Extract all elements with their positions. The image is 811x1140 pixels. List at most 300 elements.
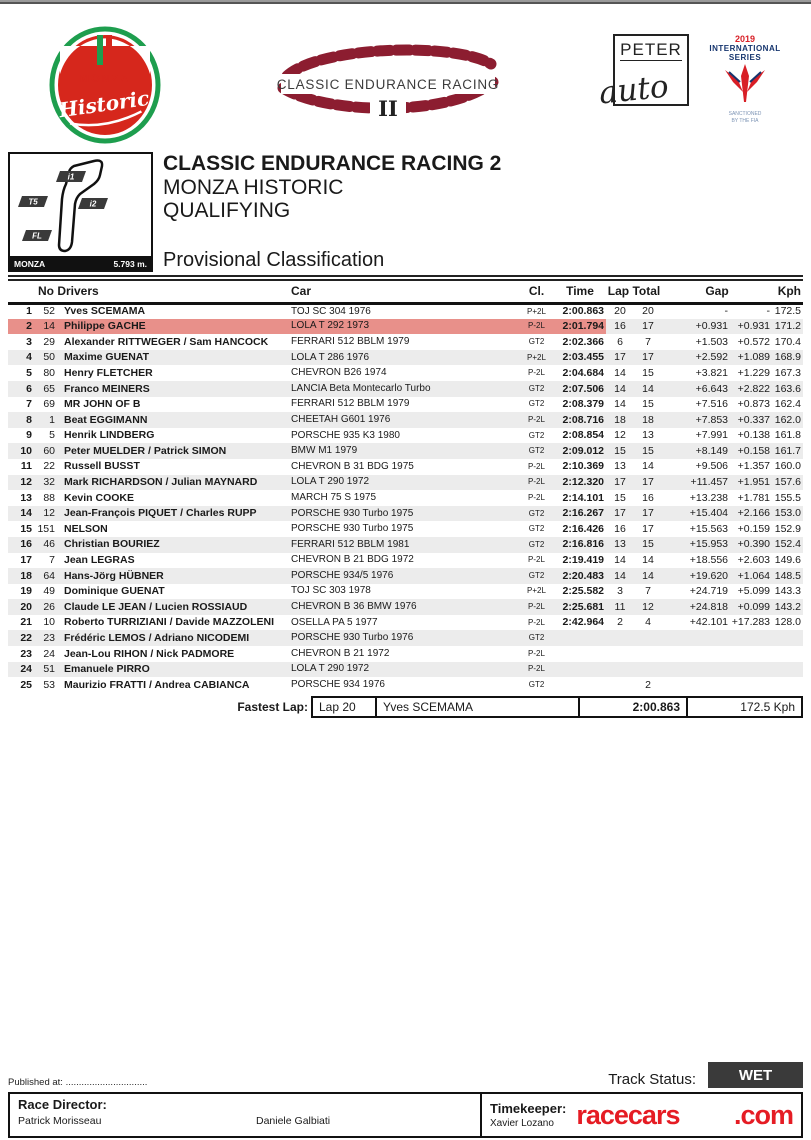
session-title: QUALIFYING xyxy=(163,199,291,223)
interval-cell: +2.822 xyxy=(730,381,772,397)
interval-cell xyxy=(730,646,772,662)
best-time-cell: 2:42.964 xyxy=(562,616,604,629)
result-row xyxy=(8,443,803,459)
gap-cell: +7.991 xyxy=(695,429,729,442)
drivers-cell: Russell BUSST xyxy=(64,460,140,473)
interval-cell: +0.337 xyxy=(730,412,772,428)
interval-cell xyxy=(730,662,772,678)
position-cell: 14 xyxy=(8,506,35,522)
gap-cell: +24.719 xyxy=(689,585,729,598)
class-cell: P-2L xyxy=(528,492,545,502)
total-laps-cell: 14 xyxy=(634,568,662,584)
speed-cell: 148.5 xyxy=(772,568,803,584)
car-number-cell: 151 xyxy=(37,522,55,535)
class-cell: P-2L xyxy=(519,412,554,428)
car-cell: CHEVRON B 36 BMW 1976 xyxy=(291,599,519,615)
peter-auto-script: auto xyxy=(597,68,671,112)
sector-label-t5: T5 xyxy=(28,197,38,207)
best-lap-cell: 15 xyxy=(606,443,634,459)
drivers-cell: Dominique GUENAT xyxy=(64,585,165,598)
car-number-cell: 52 xyxy=(43,305,55,318)
result-row xyxy=(8,490,803,506)
class-cell: GT2 xyxy=(528,336,545,346)
result-row xyxy=(8,521,803,537)
car-number-cell: 53 xyxy=(43,678,55,691)
drivers-cell: Henry FLETCHER xyxy=(64,366,153,379)
best-time-cell: 2:16.816 xyxy=(554,537,606,553)
interval-cell: +0.390 xyxy=(730,537,772,553)
car-number-cell: 24 xyxy=(43,647,55,660)
position-cell: 19 xyxy=(20,585,32,598)
best-time-cell xyxy=(554,646,606,662)
car-cell: PORSCHE 934/5 1976 xyxy=(291,568,519,584)
class-cell: P-2L xyxy=(528,648,545,658)
result-row xyxy=(8,584,803,600)
speed-cell: 162.0 xyxy=(772,412,803,428)
drivers-cell: Maxime GUENAT xyxy=(58,350,291,366)
peter-auto-logo-icon xyxy=(597,34,689,112)
car-cell: PORSCHE 934 1976 xyxy=(291,679,385,691)
class-cell: P-2L xyxy=(528,461,545,471)
car-number-cell: 65 xyxy=(35,381,58,397)
best-lap-cell: 11 xyxy=(606,599,634,615)
gap-cell: +15.563 xyxy=(689,522,729,535)
car-number-cell: 23 xyxy=(35,630,58,646)
timekeeper-name: Xavier Lozano xyxy=(490,1118,554,1129)
best-time-cell: 2:03.455 xyxy=(554,350,606,366)
speed-cell: 153.0 xyxy=(772,506,803,522)
interval-cell: - xyxy=(766,305,771,318)
best-lap-cell: 14 xyxy=(606,381,634,397)
total-laps-cell: 7 xyxy=(645,585,651,598)
fastest-lap-label: Fastest Lap: xyxy=(237,699,308,714)
class-cell: P-2L xyxy=(519,662,554,678)
car-cell: LOLA T 290 1972 xyxy=(291,662,519,678)
class-cell: P-2L xyxy=(519,599,554,615)
car-cell: LOLA T 290 1972 xyxy=(291,475,519,491)
footer-pre-row xyxy=(8,1062,803,1088)
col-header-car: Car xyxy=(291,281,519,303)
speed-cell xyxy=(772,646,803,662)
best-time-cell xyxy=(554,677,606,693)
drivers-cell: Franco MEINERS xyxy=(58,381,291,397)
total-laps-cell: 16 xyxy=(642,491,654,504)
gap-cell: +6.643 xyxy=(662,381,730,397)
position-cell: 16 xyxy=(8,537,35,553)
position-cell: 1 xyxy=(26,305,32,318)
best-lap-cell: 15 xyxy=(614,491,626,504)
total-laps-cell: 7 xyxy=(645,335,651,348)
interval-cell: +2.603 xyxy=(737,554,771,567)
class-cell: GT2 xyxy=(528,399,545,409)
car-number-cell: 64 xyxy=(35,568,58,584)
interval-cell: +1.951 xyxy=(730,475,772,491)
position-cell: 25 xyxy=(20,678,32,691)
best-time-cell: 2:04.684 xyxy=(562,366,604,379)
car-number-cell: 1 xyxy=(35,412,58,428)
car-number-cell: 29 xyxy=(43,335,55,348)
speed-cell: 167.3 xyxy=(774,366,802,379)
best-lap-cell: 13 xyxy=(606,537,634,553)
interval-cell: +1.089 xyxy=(730,350,772,366)
timekeeper-label: Timekeeper: xyxy=(490,1101,567,1116)
car-number-cell: 26 xyxy=(35,599,58,615)
race-director-section xyxy=(10,1094,482,1136)
interval-cell: +0.158 xyxy=(730,443,772,459)
best-lap-cell: 13 xyxy=(614,460,626,473)
speed-cell: 171.2 xyxy=(772,319,803,335)
car-cell: FERRARI 512 BBLM 1981 xyxy=(291,537,519,553)
speed-cell: 155.5 xyxy=(774,491,802,504)
drivers-cell: NELSON xyxy=(64,522,108,535)
position-cell: 8 xyxy=(8,412,35,428)
historic-logo-word: Historic xyxy=(57,85,151,123)
drivers-cell: Emanuele PIRRO xyxy=(58,662,291,678)
gap-cell: +24.818 xyxy=(662,599,730,615)
best-time-cell: 2:09.012 xyxy=(554,443,606,459)
class-cell: P+2L xyxy=(519,350,554,366)
gap-cell: +7.853 xyxy=(662,412,730,428)
sector-label-fl: FL xyxy=(32,231,42,241)
col-header-kph: Kph xyxy=(772,281,803,303)
car-number-cell: 69 xyxy=(43,398,55,411)
series-emblem-icon xyxy=(723,62,767,104)
series-sanction-line1: SANCTIONED xyxy=(728,111,762,117)
position-cell: 6 xyxy=(8,381,35,397)
position-cell: 15 xyxy=(20,522,32,535)
total-laps-cell: 15 xyxy=(642,366,654,379)
result-row xyxy=(8,568,803,584)
best-lap-cell: 2 xyxy=(617,616,623,629)
sector-label-i2: i2 xyxy=(89,199,97,209)
car-cell: TOJ SC 304 1976 xyxy=(291,305,371,317)
speed-cell: 149.6 xyxy=(774,554,802,567)
speed-cell xyxy=(772,630,803,646)
total-laps-cell: 14 xyxy=(634,381,662,397)
gap-cell: +0.931 xyxy=(662,319,730,335)
speed-cell: 143.2 xyxy=(772,599,803,615)
total-laps-cell: 18 xyxy=(634,412,662,428)
position-cell: 7 xyxy=(26,398,32,411)
best-time-cell: 2:08.379 xyxy=(562,398,604,411)
speed-cell: 172.5 xyxy=(774,305,802,318)
car-cell: FERRARI 512 BBLM 1979 xyxy=(291,398,410,410)
best-lap-cell: 18 xyxy=(606,412,634,428)
car-cell: LANCIA Beta Montecarlo Turbo xyxy=(291,381,519,397)
class-cell: GT2 xyxy=(519,568,554,584)
track-status-badge: WET xyxy=(708,1062,803,1088)
drivers-cell: Claude LE JEAN / Lucien ROSSIAUD xyxy=(58,599,291,615)
col-header-time: Time xyxy=(554,281,606,303)
total-laps-cell xyxy=(634,662,662,678)
result-row xyxy=(8,397,803,413)
best-time-cell: 2:00.863 xyxy=(562,305,604,318)
gap-cell: +18.556 xyxy=(689,554,729,567)
peter-auto-wordmark: PETER xyxy=(620,36,682,61)
class-cell: P-2L xyxy=(528,555,545,565)
total-laps-cell: 15 xyxy=(642,398,654,411)
car-cell: CHEVRON B 21 1972 xyxy=(291,647,390,659)
interval-cell: +1.064 xyxy=(730,568,772,584)
position-cell: 2 xyxy=(8,319,35,335)
total-laps-cell: 17 xyxy=(634,350,662,366)
car-cell: OSELLA PA 5 1977 xyxy=(291,616,378,628)
race-director-label: Race Director: xyxy=(18,1097,107,1112)
series-line1: INTERNATIONAL xyxy=(709,44,781,53)
speed-cell: 168.9 xyxy=(772,350,803,366)
speed-cell: 152.9 xyxy=(774,522,802,535)
interval-cell: +0.099 xyxy=(730,599,772,615)
best-lap-cell xyxy=(606,646,634,662)
gap-cell: +7.516 xyxy=(695,398,729,411)
best-lap-cell xyxy=(606,630,634,646)
car-cell: PORSCHE 935 K3 1980 xyxy=(291,429,400,441)
fastest-lap-row xyxy=(8,696,803,718)
car-number-cell: 80 xyxy=(43,366,55,379)
speed-cell: 161.7 xyxy=(772,443,803,459)
drivers-cell: Mark RICHARDSON / Julian MAYNARD xyxy=(58,475,291,491)
car-cell: BMW M1 1979 xyxy=(291,443,519,459)
car-cell: MARCH 75 S 1975 xyxy=(291,491,377,503)
cer-logo-numeral: II xyxy=(377,96,398,121)
race-director-names xyxy=(18,1115,472,1127)
position-cell: 22 xyxy=(8,630,35,646)
result-row xyxy=(8,630,803,646)
total-laps-cell: 14 xyxy=(642,460,654,473)
best-lap-cell: 14 xyxy=(614,366,626,379)
gap-cell: +42.101 xyxy=(689,616,729,629)
best-lap-cell: 12 xyxy=(614,429,626,442)
col-header-class: Cl. xyxy=(519,281,554,303)
position-cell: 13 xyxy=(20,491,32,504)
interval-cell: +1.229 xyxy=(737,366,771,379)
speed-cell: 163.6 xyxy=(772,381,803,397)
classification-subtitle: Provisional Classification xyxy=(163,249,385,271)
interval-cell: +17.283 xyxy=(731,616,771,629)
event-titles xyxy=(163,152,803,272)
class-cell: GT2 xyxy=(528,430,545,440)
car-number-cell: 12 xyxy=(35,506,58,522)
gap-cell xyxy=(662,677,730,693)
drivers-cell: MR JOHN OF B xyxy=(64,398,141,411)
total-laps-cell: 13 xyxy=(642,429,654,442)
total-laps-cell: 4 xyxy=(645,616,651,629)
best-lap-cell xyxy=(606,662,634,678)
series-title: CLASSIC ENDURANCE RACING 2 xyxy=(163,152,502,175)
position-cell: 10 xyxy=(8,443,35,459)
speed-cell: 160.0 xyxy=(774,460,802,473)
result-row xyxy=(8,365,803,381)
series-year: 2019 xyxy=(734,34,756,44)
interval-cell: +1.781 xyxy=(737,491,771,504)
best-lap-cell: 6 xyxy=(617,335,623,348)
car-cell: CHEVRON B 31 BDG 1975 xyxy=(291,460,414,472)
car-number-cell: 5 xyxy=(49,429,55,442)
result-row xyxy=(8,319,803,335)
best-time-cell: 2:08.854 xyxy=(562,429,604,442)
best-lap-cell: 17 xyxy=(606,506,634,522)
car-cell: PORSCHE 930 Turbo 1975 xyxy=(291,523,414,535)
fastest-lap-time: 2:00.863 xyxy=(578,696,688,718)
class-cell: P-2L xyxy=(528,368,545,378)
position-cell: 20 xyxy=(8,599,35,615)
best-lap-cell: 17 xyxy=(606,475,634,491)
class-cell: P-2L xyxy=(528,617,545,627)
speed-cell: 143.3 xyxy=(774,585,802,598)
car-number-cell: 49 xyxy=(43,585,55,598)
drivers-cell: Jean LEGRAS xyxy=(64,554,135,567)
gap-cell xyxy=(662,630,730,646)
col-header-no-drivers: No Drivers xyxy=(8,281,291,303)
result-row xyxy=(8,303,803,319)
gap-cell: +19.620 xyxy=(662,568,730,584)
class-cell: GT2 xyxy=(519,537,554,553)
car-cell: CHEVRON B26 1974 xyxy=(291,367,387,379)
gap-cell: +2.592 xyxy=(662,350,730,366)
footer xyxy=(8,1062,803,1138)
total-laps-cell: 17 xyxy=(634,475,662,491)
brand-dotcom: .com xyxy=(733,1099,793,1130)
result-row xyxy=(8,381,803,397)
best-time-cell: 2:12.320 xyxy=(554,475,606,491)
interval-cell: +1.357 xyxy=(737,460,771,473)
class-cell: GT2 xyxy=(519,381,554,397)
best-time-cell: 2:25.582 xyxy=(562,585,604,598)
col-header-lap-total: Lap Total xyxy=(606,281,662,303)
result-row xyxy=(8,350,803,366)
speed-cell: 162.4 xyxy=(774,398,802,411)
car-number-cell: 60 xyxy=(35,443,58,459)
total-laps-cell: 15 xyxy=(634,443,662,459)
speed-cell xyxy=(772,662,803,678)
drivers-cell: Alexander RITTWEGER / Sam HANCOCK xyxy=(64,335,269,348)
drivers-cell: Hans-Jörg HÜBNER xyxy=(58,568,291,584)
best-time-cell xyxy=(554,630,606,646)
speed-cell: 161.8 xyxy=(774,429,802,442)
result-row xyxy=(8,506,803,522)
class-cell: P-2L xyxy=(519,319,554,335)
total-laps-cell xyxy=(634,646,662,662)
cer-logo-text: CLASSIC ENDURANCE RACING xyxy=(276,77,499,92)
best-lap-cell: 16 xyxy=(606,319,634,335)
class-cell: GT2 xyxy=(519,443,554,459)
officials-box xyxy=(8,1092,803,1138)
best-time-cell: 2:14.101 xyxy=(562,491,604,504)
result-row xyxy=(8,537,803,553)
result-row xyxy=(8,334,803,350)
international-series-badge xyxy=(709,34,781,124)
car-number-cell: 46 xyxy=(35,537,58,553)
published-at: Published at: ............................... xyxy=(8,1077,148,1088)
best-time-cell: 2:19.419 xyxy=(562,554,604,567)
car-number-cell: 10 xyxy=(43,616,55,629)
drivers-cell: Roberto TURRIZIANI / Davide MAZZOLENI xyxy=(64,616,274,629)
best-time-cell: 2:10.369 xyxy=(562,460,604,473)
drivers-cell: Kevin COOKE xyxy=(64,491,135,504)
interval-cell: +5.099 xyxy=(737,585,771,598)
track-status-label: Track Status: xyxy=(608,1071,696,1088)
speed-cell: 152.4 xyxy=(772,537,803,553)
result-row xyxy=(8,599,803,615)
best-time-cell: 2:16.267 xyxy=(554,506,606,522)
fastest-lap-driver: Yves SCEMAMA xyxy=(375,696,580,718)
col-header-gap: Gap xyxy=(662,281,772,303)
gap-cell: +15.404 xyxy=(662,506,730,522)
logo-header xyxy=(48,26,781,146)
total-laps-cell: 12 xyxy=(634,599,662,615)
interval-cell xyxy=(730,677,772,693)
race-director-2: Daniele Galbiati xyxy=(256,1115,331,1127)
drivers-cell: Christian BOURIEZ xyxy=(58,537,291,553)
car-cell: LOLA T 286 1976 xyxy=(291,350,519,366)
best-time-cell xyxy=(554,662,606,678)
gap-cell: +13.238 xyxy=(689,491,729,504)
result-row xyxy=(8,428,803,444)
speed-cell: 170.4 xyxy=(774,335,802,348)
monza-logo-word: MONZA xyxy=(79,73,131,85)
best-time-cell: 2:01.794 xyxy=(554,319,606,335)
series-line2: SERIES xyxy=(728,53,762,62)
car-cell: PORSCHE 930 Turbo 1975 xyxy=(291,506,519,522)
best-time-cell: 2:07.506 xyxy=(554,381,606,397)
gap-cell: +8.149 xyxy=(662,443,730,459)
position-cell: 18 xyxy=(8,568,35,584)
interval-cell: +0.159 xyxy=(737,522,771,535)
gap-cell: +3.821 xyxy=(695,366,729,379)
total-laps-cell: 17 xyxy=(634,319,662,335)
total-laps-cell: 2 xyxy=(645,678,651,691)
speed-cell xyxy=(772,677,803,693)
drivers-cell: Philippe GACHE xyxy=(58,319,291,335)
total-laps-cell: 15 xyxy=(634,537,662,553)
position-cell: 23 xyxy=(20,647,32,660)
car-cell: CHEETAH G601 1976 xyxy=(291,412,519,428)
drivers-cell: Jean-Lou RIHON / Nick PADMORE xyxy=(64,647,235,660)
result-row xyxy=(8,646,803,662)
result-row xyxy=(8,475,803,491)
best-lap-cell: 16 xyxy=(614,522,626,535)
class-cell: P+2L xyxy=(527,586,546,596)
best-lap-cell: 3 xyxy=(617,585,623,598)
results-table xyxy=(8,281,803,693)
position-cell: 5 xyxy=(26,366,32,379)
cer-wreath-logo-icon xyxy=(267,36,509,122)
total-laps-cell: 14 xyxy=(642,554,654,567)
position-cell: 11 xyxy=(20,460,32,473)
gap-cell xyxy=(662,662,730,678)
car-cell: CHEVRON B 21 BDG 1972 xyxy=(291,554,414,566)
class-cell: GT2 xyxy=(519,506,554,522)
drivers-cell: Peter MUELDER / Patrick SIMON xyxy=(58,443,291,459)
sector-label-i1: i1 xyxy=(67,172,75,182)
interval-cell: +0.572 xyxy=(737,335,771,348)
track-name: MONZA xyxy=(14,259,46,269)
car-number-cell: 50 xyxy=(35,350,58,366)
gap-cell: +11.457 xyxy=(662,475,730,491)
drivers-cell: Beat EGGIMANN xyxy=(58,412,291,428)
best-time-cell: 2:25.681 xyxy=(554,599,606,615)
fastest-lap-speed: 172.5 Kph xyxy=(686,696,803,718)
results-body xyxy=(8,303,803,693)
interval-cell: +0.931 xyxy=(730,319,772,335)
track-length: 5.793 m. xyxy=(113,259,147,269)
position-cell: 3 xyxy=(26,335,32,348)
result-row xyxy=(8,412,803,428)
total-laps-cell: 17 xyxy=(642,522,654,535)
best-lap-cell: 17 xyxy=(606,350,634,366)
position-cell: 21 xyxy=(20,616,32,629)
class-cell: P+2L xyxy=(527,306,546,316)
